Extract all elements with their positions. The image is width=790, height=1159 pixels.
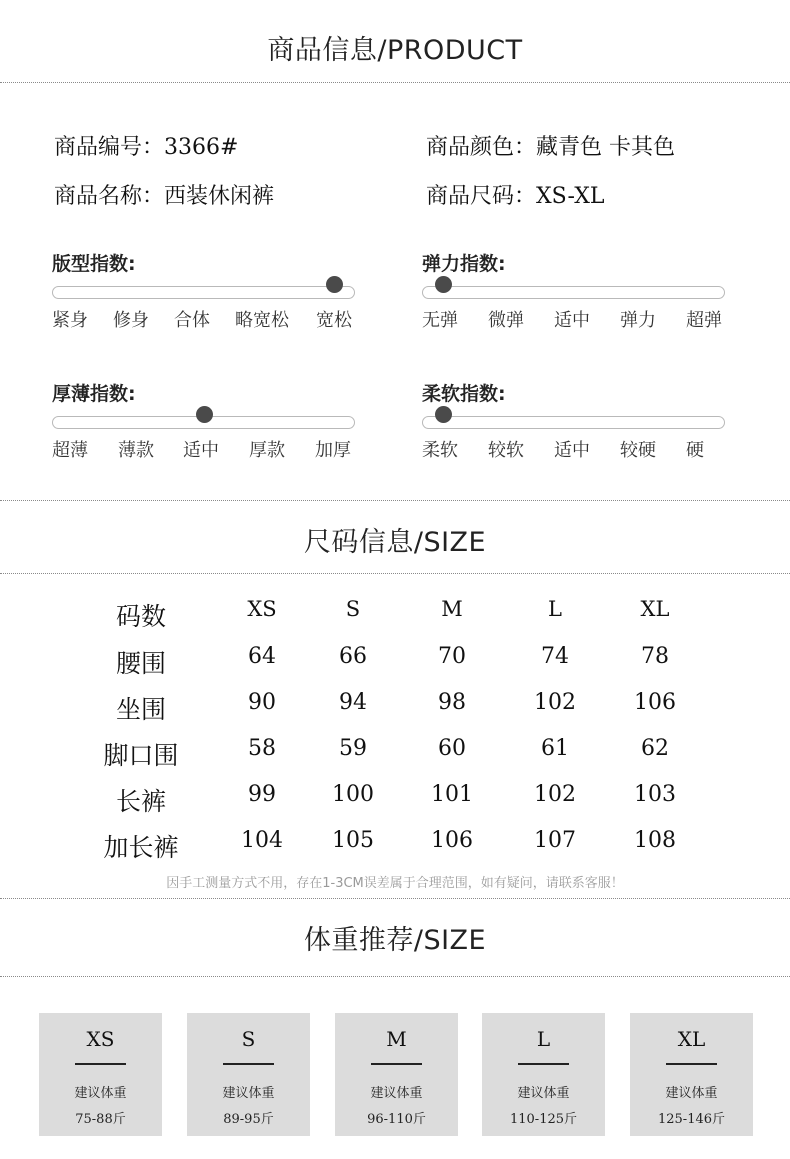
weight-card-range: 96-110斤 — [367, 1112, 426, 1127]
meter-label: 合体 — [174, 310, 210, 331]
product-color-label: 商品颜色： — [426, 135, 537, 160]
divider — [0, 82, 790, 83]
meter-title: 柔软指数: — [422, 383, 506, 405]
table-row-header: 加长裤 — [103, 833, 179, 862]
table-cell: 102 — [534, 690, 576, 715]
product-code-label: 商品编号： — [54, 135, 165, 160]
weight-card-label: 建议体重 — [517, 1086, 570, 1101]
meter-label: 适中 — [554, 440, 590, 461]
weight-card-divider — [666, 1063, 717, 1065]
table-row — [0, 644, 790, 684]
meter-label: 弹力 — [620, 310, 656, 331]
table-cell: 70 — [438, 644, 466, 669]
product-name-value: 西装休闲裤 — [164, 184, 275, 209]
meter-labels — [422, 306, 727, 332]
weight-section-title: 体重推荐/SIZE — [303, 925, 487, 956]
meter-label: 较硬 — [620, 440, 656, 461]
weight-card-range: 89-95斤 — [223, 1112, 274, 1127]
meter-track — [422, 416, 725, 429]
table-row — [0, 782, 790, 822]
product-name-label: 商品名称： — [54, 184, 165, 209]
meter-label: 超弹 — [686, 310, 722, 331]
weight-card-size: S — [241, 1027, 256, 1051]
meter-label: 加厚 — [315, 440, 351, 461]
table-cell: 103 — [634, 782, 676, 807]
meter-label: 柔软 — [422, 440, 458, 461]
table-cell: 58 — [248, 736, 276, 761]
table-cell: 104 — [241, 828, 283, 853]
meter-title: 弹力指数: — [422, 253, 506, 275]
weight-card-size: XS — [86, 1027, 115, 1051]
table-header-cell: XS — [247, 597, 277, 621]
meter-labels — [52, 436, 357, 462]
weight-card-size: M — [386, 1027, 407, 1051]
meter-track — [52, 286, 355, 299]
meter-label: 硬 — [686, 440, 704, 461]
weight-card-xs — [39, 1013, 162, 1136]
meter-knob — [196, 406, 213, 423]
weight-card-divider — [75, 1063, 126, 1065]
size-section-title: 尺码信息/SIZE — [303, 527, 487, 558]
weight-card-l — [482, 1013, 605, 1136]
weight-card-label: 建议体重 — [74, 1086, 127, 1101]
meter-labels — [422, 436, 727, 462]
table-cell: 105 — [332, 828, 374, 853]
table-cell: 60 — [438, 736, 466, 761]
meter-title: 版型指数: — [52, 253, 136, 275]
weight-card-xl — [630, 1013, 753, 1136]
table-cell: 66 — [339, 644, 367, 669]
table-cell: 61 — [541, 736, 569, 761]
table-cell: 64 — [248, 644, 276, 669]
weight-card-range: 125-146斤 — [657, 1112, 726, 1127]
table-header-cell: M — [441, 597, 463, 621]
meter-label: 适中 — [183, 440, 219, 461]
table-cell: 90 — [248, 690, 276, 715]
table-header-cell: 码数 — [115, 602, 166, 631]
divider — [0, 976, 790, 977]
product-code — [54, 130, 238, 161]
meter-label: 略宽松 — [235, 310, 289, 331]
table-cell: 100 — [332, 782, 374, 807]
measurement-note: 因手工测量方式不用，存在1-3CM误差属于合理范围，如有疑问，请联系客服！ — [166, 876, 624, 891]
weight-card-label: 建议体重 — [222, 1086, 275, 1101]
product-size — [426, 179, 604, 210]
meter-label: 适中 — [554, 310, 590, 331]
divider — [0, 573, 790, 574]
weight-card-divider — [223, 1063, 274, 1065]
table-row-header: 坐围 — [115, 695, 166, 724]
divider — [0, 898, 790, 899]
table-cell: 74 — [541, 644, 569, 669]
divider — [0, 500, 790, 501]
meter-label: 微弹 — [488, 310, 524, 331]
meter-label: 薄款 — [118, 440, 154, 461]
product-color-value: 藏青色 卡其色 — [536, 135, 676, 160]
table-cell: 98 — [438, 690, 466, 715]
product-code-value: 3366# — [164, 135, 239, 160]
table-row — [0, 828, 790, 868]
table-row — [0, 690, 790, 730]
table-cell: 62 — [641, 736, 669, 761]
table-cell: 78 — [641, 644, 669, 669]
product-size-label: 商品尺码： — [426, 184, 537, 209]
table-cell: 99 — [248, 782, 276, 807]
table-row-header: 长裤 — [115, 787, 166, 816]
meter-title: 厚薄指数: — [52, 383, 136, 405]
meter-track — [422, 286, 725, 299]
weight-card-label: 建议体重 — [665, 1086, 718, 1101]
table-cell: 94 — [339, 690, 367, 715]
weight-card-s — [187, 1013, 310, 1136]
table-header-cell: S — [345, 597, 361, 621]
product-name — [54, 179, 274, 210]
weight-card-range: 110-125斤 — [509, 1112, 578, 1127]
table-cell: 59 — [339, 736, 367, 761]
table-row — [0, 736, 790, 776]
meter-label: 宽松 — [316, 310, 352, 331]
product-section-title: 商品信息/PRODUCT — [267, 35, 523, 66]
weight-card-range: 75-88斤 — [75, 1112, 126, 1127]
weight-card-size: XL — [677, 1027, 706, 1051]
product-color — [426, 130, 675, 161]
table-row-header: 脚口围 — [103, 741, 179, 770]
weight-card-divider — [518, 1063, 569, 1065]
table-cell: 102 — [534, 782, 576, 807]
size-table-header — [0, 597, 790, 637]
product-size-value: XS-XL — [536, 184, 605, 209]
weight-card-m — [335, 1013, 458, 1136]
meter-label: 较软 — [488, 440, 524, 461]
meter-labels — [52, 306, 357, 332]
table-cell: 107 — [534, 828, 576, 853]
table-cell: 106 — [431, 828, 473, 853]
table-cell: 106 — [634, 690, 676, 715]
meter-label: 厚款 — [249, 440, 285, 461]
table-cell: 108 — [634, 828, 676, 853]
weight-card-size: L — [536, 1027, 551, 1051]
table-cell: 101 — [431, 782, 473, 807]
table-header-cell: XL — [640, 597, 670, 621]
meter-label: 紧身 — [52, 310, 88, 331]
weight-card-label: 建议体重 — [370, 1086, 423, 1101]
weight-card-divider — [371, 1063, 422, 1065]
meter-label: 超薄 — [52, 440, 88, 461]
meter-label: 无弹 — [422, 310, 458, 331]
meter-label: 修身 — [113, 310, 149, 331]
table-row-header: 腰围 — [115, 649, 166, 678]
table-header-cell: L — [548, 597, 562, 621]
meter-knob — [326, 276, 343, 293]
